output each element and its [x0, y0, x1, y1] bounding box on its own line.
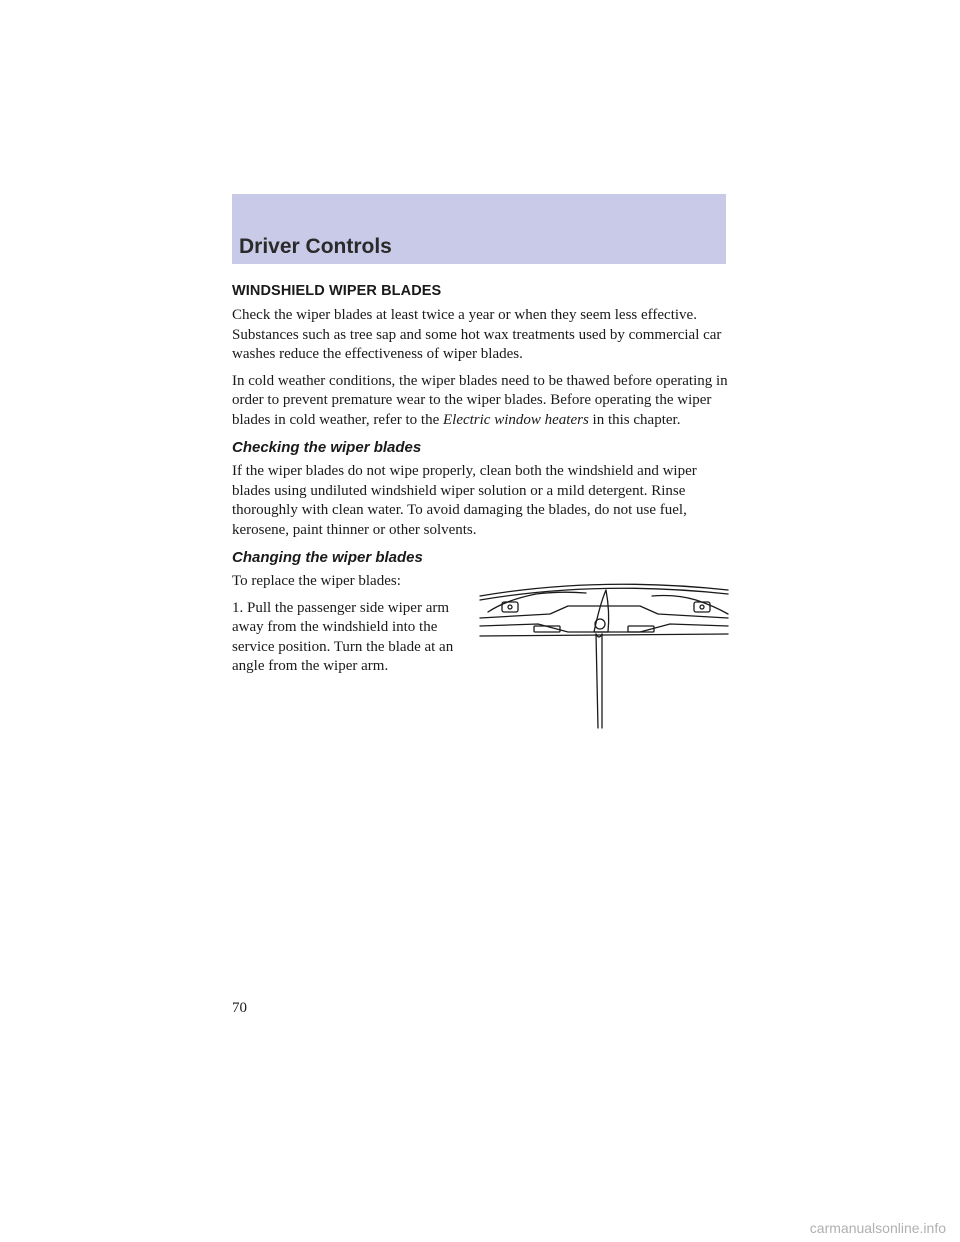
changing-heading: Changing the wiper blades	[232, 549, 423, 566]
cold-weather-tail: in this chapter.	[592, 411, 681, 428]
page-number: 70	[232, 1000, 247, 1016]
watermark: carmanualsonline.info	[809, 1220, 946, 1236]
checking-heading: Checking the wiper blades	[232, 439, 422, 456]
paragraph-checking: If the wiper blades do not wipe properly, clean both the windshield and wiper blades using undiluted windshield wiper solution or a mild detergent. Rinse thoroughly with clean water. To avoid damaging the blades, do not use fuel, kerosene, paint thinner or other solvents.	[232, 463, 697, 538]
paragraph-intro: To replace the wiper blades:	[232, 573, 401, 589]
header-band	[232, 194, 726, 264]
paragraph-inspection: Check the wiper blades at least twice a year or when they seem less effective. Substances such as tree sap and some hot wax treatments used by commercial car washes reduce the effectiveness of wiper blades.	[232, 307, 722, 362]
cross-reference-link: Electric window heaters	[442, 411, 589, 428]
paragraph-cold-weather	[232, 372, 732, 431]
step-1: 1. Pull the passenger side wiper arm away from the windshield into the service position. Turn the blade at an angle from the wiper arm.	[232, 599, 454, 674]
cold-weather-text: In cold weather conditions, the wiper blades need to be thawed before operating in order to prevent premature wear to the wiper blades. Before operating the wiper blades in cold weather, refer to the	[232, 372, 728, 428]
chapter-title: Driver Controls	[239, 235, 392, 258]
section-heading: WINDSHIELD WIPER BLADES	[232, 283, 442, 299]
wiper-arm-illustration-icon	[478, 574, 730, 730]
